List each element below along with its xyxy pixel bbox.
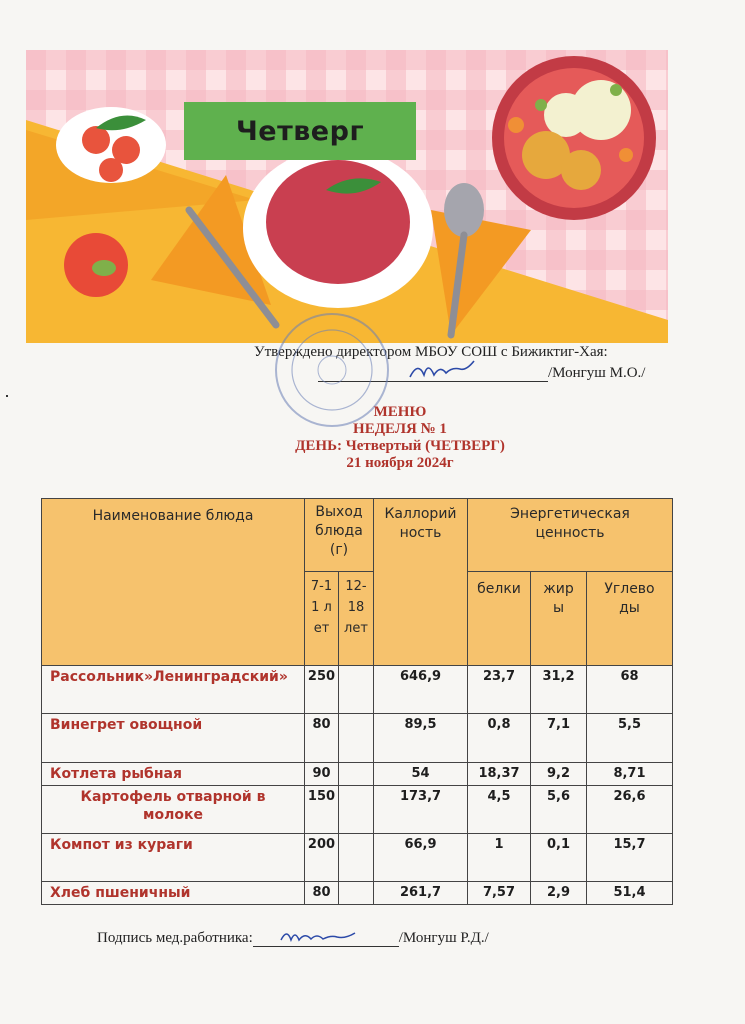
yield-7-11: 80 [305,714,339,763]
medic-name: /Монгуш Р.Д./ [398,930,489,946]
menu-table [41,498,673,905]
fat-value: 7,1 [531,714,587,763]
calories-value: 66,9 [374,834,468,882]
menu-heading [250,404,550,472]
fat-value: 31,2 [531,666,587,714]
menu-title: МЕНЮ [373,404,427,420]
dish-name: Картофель отварной в молоке [42,786,305,834]
fat-value: 5,6 [531,786,587,834]
director-name: /Монгуш М.О./ [548,365,646,381]
protein-value: 0,8 [468,714,531,763]
table-setting-illustration [26,50,668,343]
footer-label: Подпись мед.работника: [97,930,253,946]
dish-name: Котлета рыбная [42,763,305,786]
header-yield: Выход блюда (г) [305,499,374,572]
yield-7-11: 80 [305,882,339,905]
table-row [42,666,673,714]
dish-name: Винегрет овощной [42,714,305,763]
day-title-badge: Четверг [184,102,416,160]
yield-12-18 [339,834,374,882]
menu-date: 21 ноября 2024г [346,455,454,471]
yield-7-11: 250 [305,666,339,714]
yield-12-18 [339,882,374,905]
table-row [42,834,673,882]
header-energy: Энергетическая ценность [468,499,673,572]
header-carbs: Углеводы [587,572,673,666]
carbs-value: 5,5 [587,714,673,763]
day-subtitle: ДЕНЬ: Четвертый (ЧЕТВЕРГ) [295,438,505,454]
week-title: НЕДЕЛЯ № 1 [353,421,447,437]
yield-7-11: 90 [305,763,339,786]
approval-text: Утверждено директором МБОУ СОШ с Бижиктиг-Хая: [254,344,608,360]
carbs-value: 26,6 [587,786,673,834]
scan-speck [6,395,8,397]
yield-12-18 [339,666,374,714]
dish-name: Хлеб пшеничный [42,882,305,905]
fat-value: 0,1 [531,834,587,882]
yield-12-18 [339,786,374,834]
fat-value: 9,2 [531,763,587,786]
dish-name: Рассольник»Ленинградский» [42,666,305,714]
calories-value: 54 [374,763,468,786]
director-signature [408,359,478,381]
table-header-row [42,499,673,572]
table-row [42,786,673,834]
carbs-value: 8,71 [587,763,673,786]
yield-12-18 [339,714,374,763]
header-fat: жиры [531,572,587,666]
yield-7-11: 150 [305,786,339,834]
header-protein: белки [468,572,531,666]
calories-value: 261,7 [374,882,468,905]
header-age-7-11: 7-11 лет [305,572,339,666]
table-row [42,882,673,905]
calories-value: 646,9 [374,666,468,714]
calories-value: 89,5 [374,714,468,763]
header-dish: Наименование блюда [42,499,305,666]
fat-value: 2,9 [531,882,587,905]
footer-underline [253,932,399,947]
protein-value: 1 [468,834,531,882]
yield-7-11: 200 [305,834,339,882]
protein-value: 23,7 [468,666,531,714]
carbs-value: 15,7 [587,834,673,882]
calories-value: 173,7 [374,786,468,834]
table-row [42,763,673,786]
medic-signature [279,926,359,946]
protein-value: 18,37 [468,763,531,786]
dish-name: Компот из кураги [42,834,305,882]
protein-value: 7,57 [468,882,531,905]
food-illustration-banner [26,50,668,343]
yield-12-18 [339,763,374,786]
medical-signature-line [97,930,489,947]
protein-value: 4,5 [468,786,531,834]
table-row [42,714,673,763]
header-calories: Каллорий ность [374,499,468,666]
carbs-value: 68 [587,666,673,714]
header-age-12-18: 12-18 лет [339,572,374,666]
carbs-value: 51,4 [587,882,673,905]
